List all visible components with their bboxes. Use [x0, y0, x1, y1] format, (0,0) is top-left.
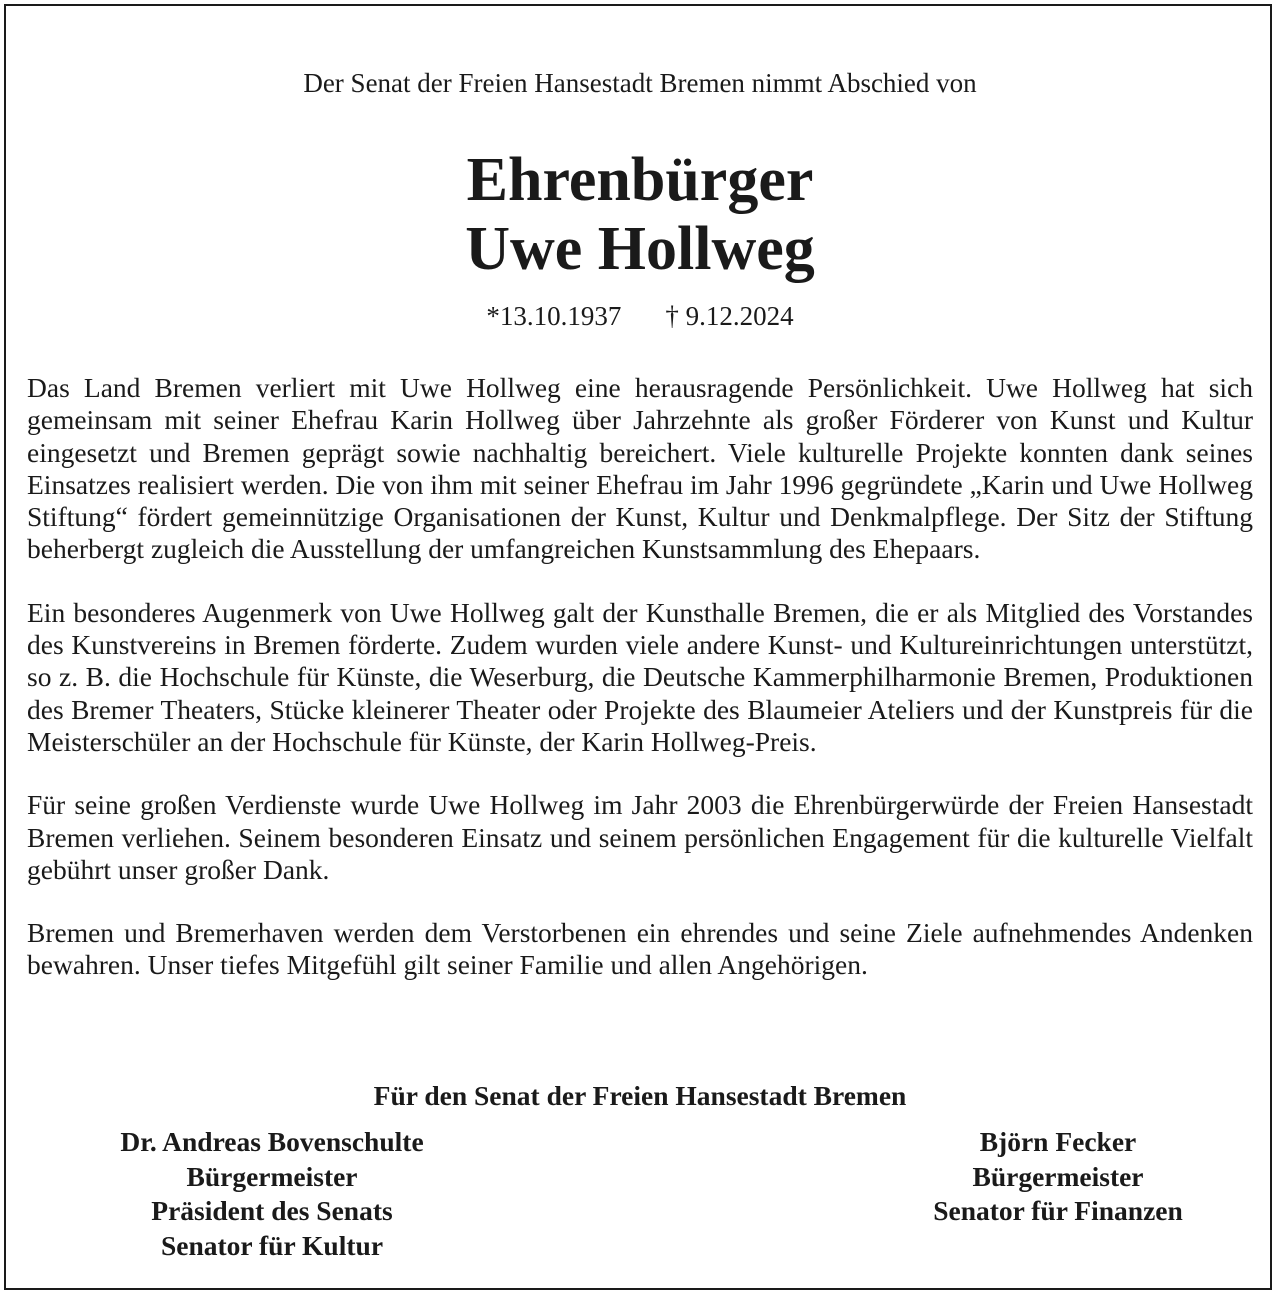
paragraph-personality: Das Land Bremen verliert mit Uwe Hollweg eine herausragende Persönlichkeit. Uwe Hollweg hat sich gemeinsam mit seiner Ehefrau Karin Hollweg über Jahrzehnte als großer Förderer von Kunst und Kultur eingesetzt und Bremen geprägt sowie nachhaltig bereichert. Viele kulturelle Projekte konnten dank seines Einsatzes realisiert werden. Die von ihm mit seiner Ehefrau im Jahr 1996 gegründete „Karin und Uwe Hollweg Stiftung“ fördert gemeinnützige Organisationen der Kunst, Kultur und Denkmalpflege. Der Sitz der Stiftung beherbergt zugleich die Ausstellung der umfangreichen Kunstsammlung des Ehepaars. [27, 372, 1253, 565]
signer-right-name: Björn Fecker [979, 1126, 1137, 1157]
paragraph-condolences: Bremen und Bremerhaven werden dem Verstorbenen ein ehrendes und seine Ziele aufnehmendes Andenken bewahren. Unser tiefes Mitgefühl gilt seiner Familie und allen Angehörigen. [27, 917, 1253, 981]
signer-left [72, 1125, 472, 1263]
death-date: † 9.12.2024 [665, 301, 794, 331]
signer-left-role-president: Präsident des Senats [151, 1195, 393, 1226]
signer-right [858, 1125, 1258, 1229]
signer-right-role-mayor: Bürgermeister [972, 1160, 1144, 1192]
obituary-body [27, 372, 1253, 1013]
title-line-honorary-citizen: Ehrenbürger [466, 146, 814, 214]
signer-left-role-senator: Senator für Kultur [160, 1229, 384, 1261]
paragraph-kunsthalle: Ein besonderes Augenmerk von Uwe Hollweg galt der Kunsthalle Bremen, die er als Mitglied des Vorstandes des Kunstvereins in Bremen förderte. Zudem wurden viele andere Kunst- und Kultureinrichtungen unterstützt, so z. B. die Hochschule für Künste, die Weserburg, die Deutsche Kammerphilharmonie Bremen, Produktionen des Bremer Theaters, Stücke kleinerer Theater oder Projekte des Blaumeier Ateliers und der Kunstpreis für die Meisterschüler an der Hochschule für Künste, der Karin Hollweg-Preis. [27, 596, 1253, 757]
signer-left-name: Dr. Andreas Bovenschulte [120, 1126, 424, 1157]
title-line-name: Uwe Hollweg [465, 215, 815, 283]
birth-date: *13.10.1937 [486, 301, 622, 331]
intro-line: Der Senat der Freien Hansestadt Bremen nimmt Abschied von [303, 68, 977, 98]
life-dates [0, 299, 1280, 333]
signer-left-role-mayor: Bürgermeister [186, 1160, 358, 1192]
signer-right-role-senator: Senator für Finanzen [933, 1195, 1183, 1226]
signature-heading: Für den Senat der Freien Hansestadt Bremen [373, 1080, 907, 1111]
paragraph-honorary-citizenship: Für seine großen Verdienste wurde Uwe Hollweg im Jahr 2003 die Ehrenbürgerwürde der Freien Hansestadt Bremen verliehen. Seinem besonderen Einsatz und seinem persönlichen Engagement für die kulturelle Vielfalt gebührt unser großer Dank. [27, 789, 1253, 885]
page-title [0, 146, 1280, 284]
